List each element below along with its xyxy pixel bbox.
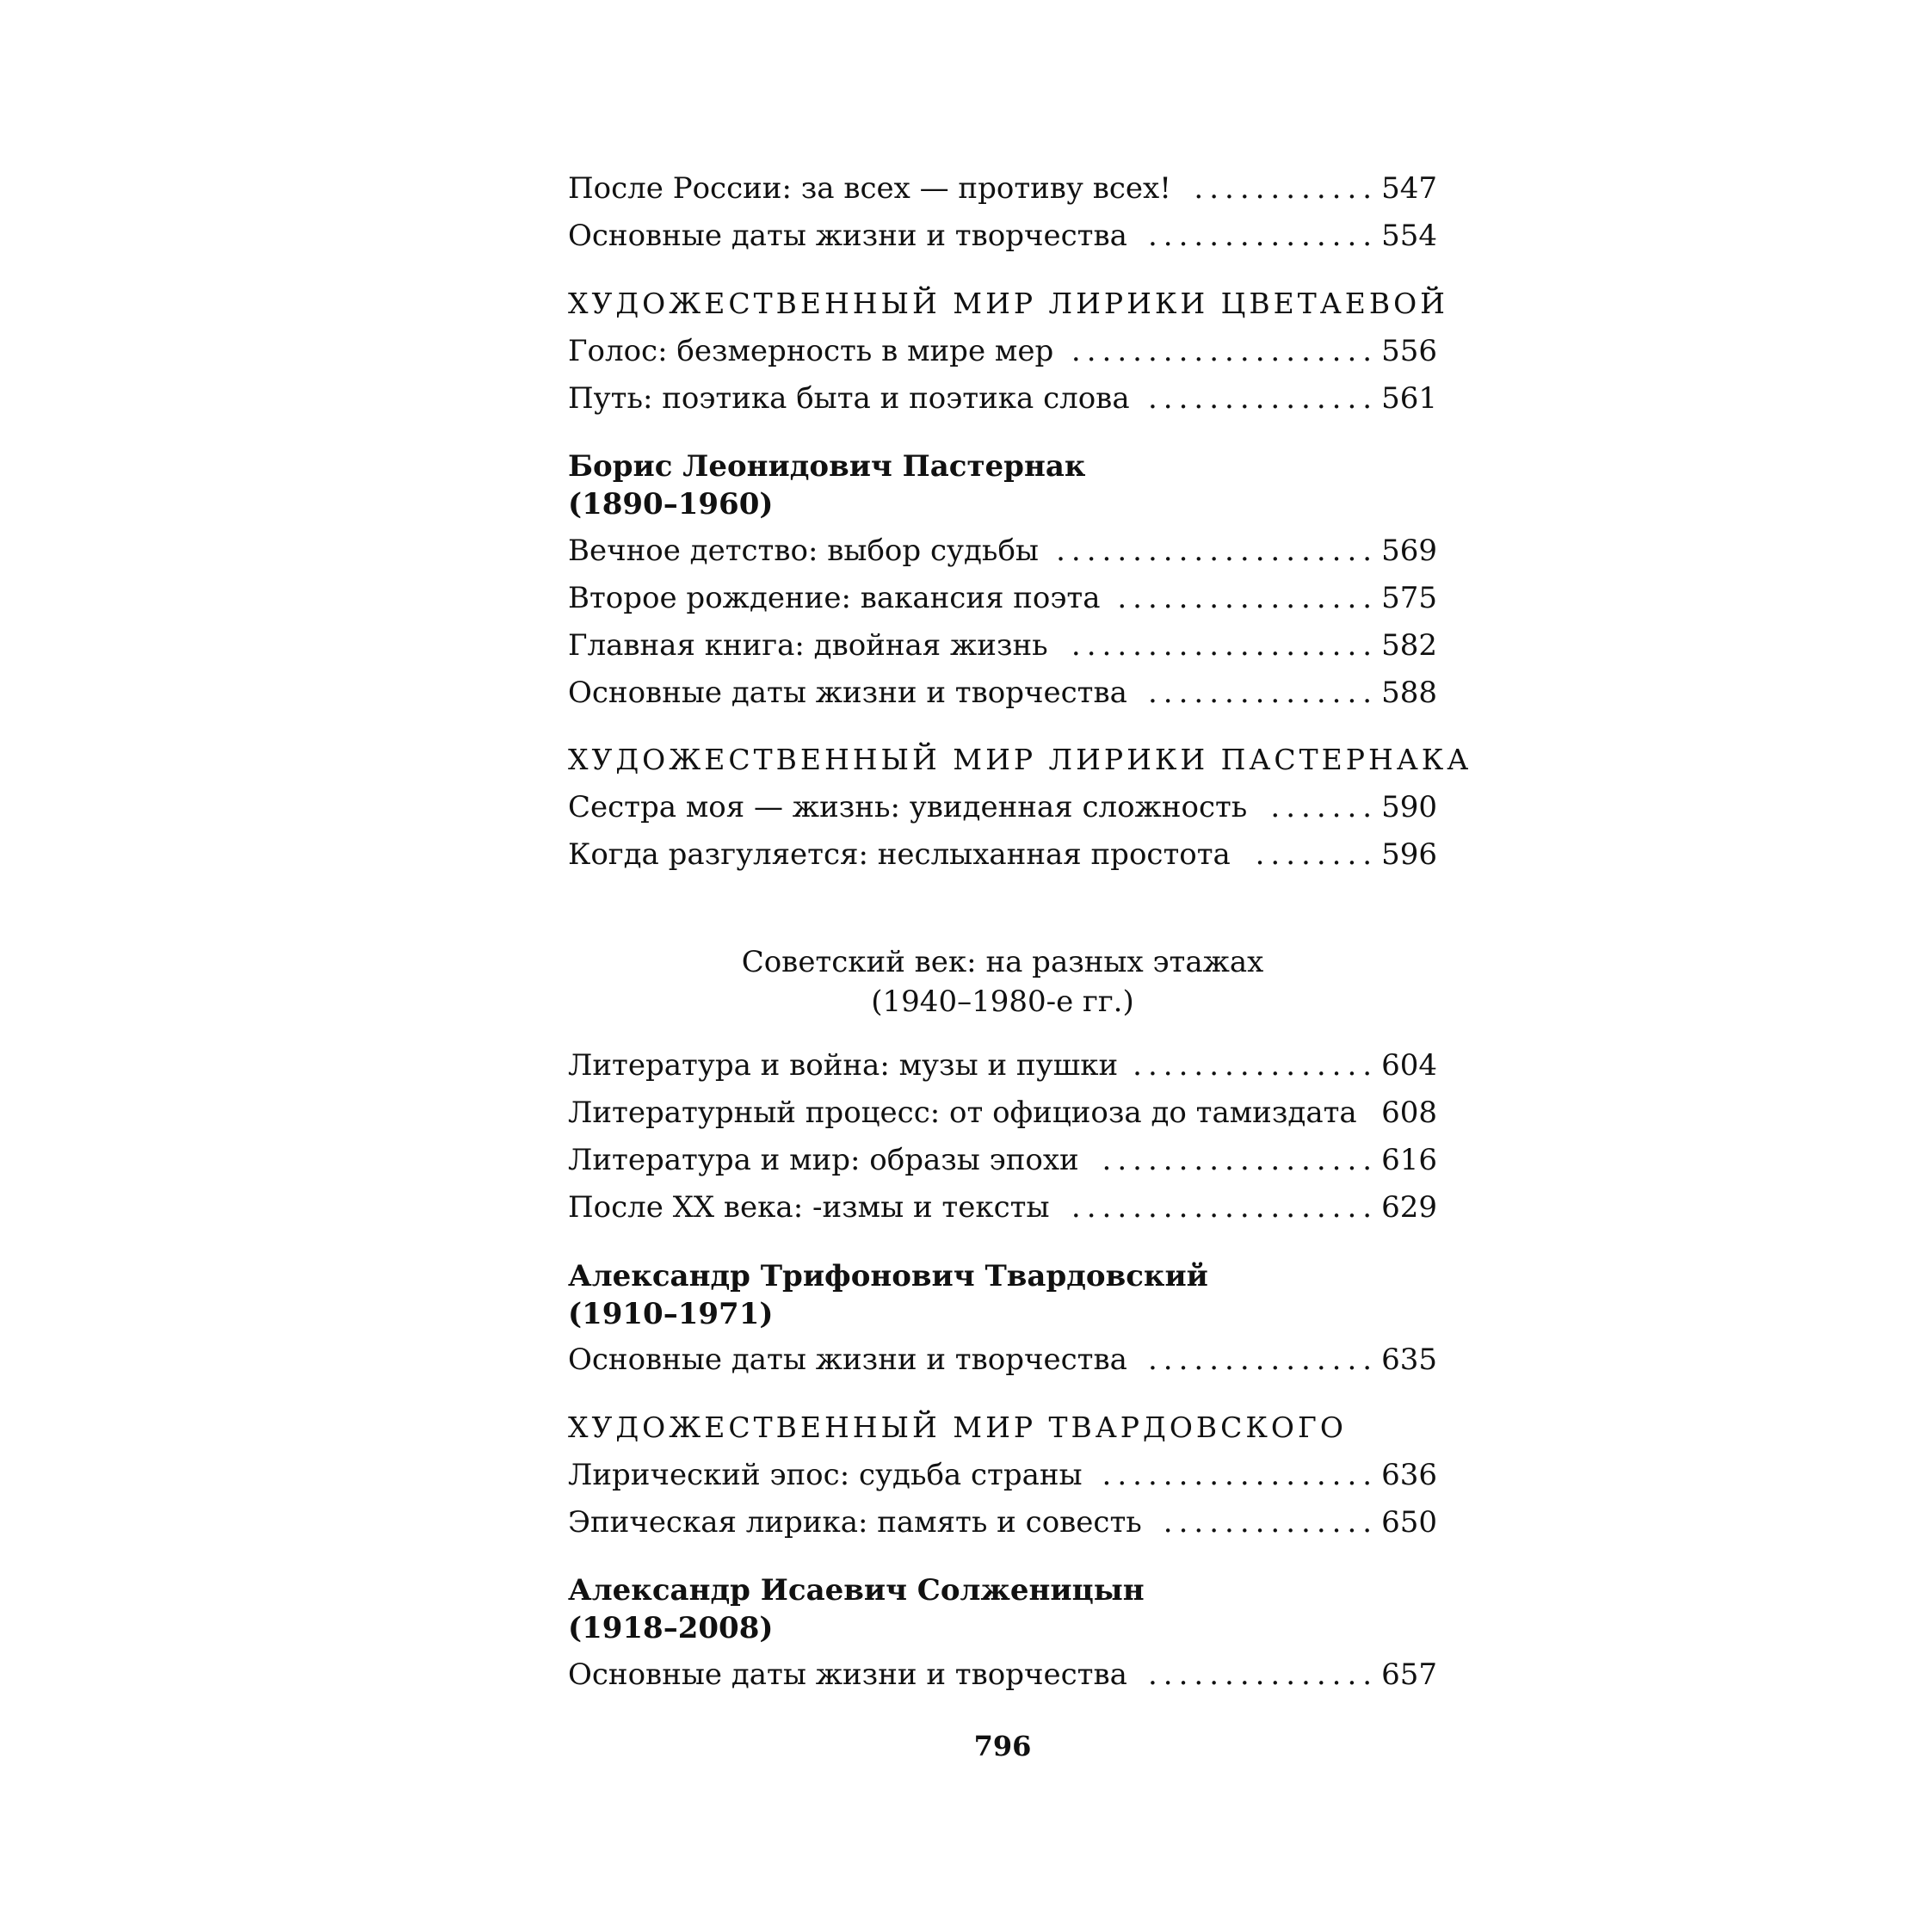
toc-leader-dots bbox=[1096, 1139, 1378, 1181]
toc-entry-title: После XX века: -измы и тексты bbox=[568, 1190, 1050, 1225]
toc-entry-page: 629 bbox=[1381, 1190, 1437, 1225]
author-heading-tvardovsky bbox=[568, 1257, 1437, 1333]
toc-entry bbox=[568, 1045, 1437, 1086]
toc-leader-dots bbox=[1248, 834, 1378, 875]
author-heading-pasternak bbox=[568, 448, 1437, 523]
toc-entry bbox=[568, 834, 1437, 875]
toc-leader-dots bbox=[1067, 1187, 1379, 1228]
toc-leader-dots bbox=[1145, 1654, 1378, 1695]
author-years: (1910–1971) bbox=[568, 1297, 774, 1331]
section-heading-soviet-century bbox=[568, 942, 1437, 1022]
toc-entry-title: Литературный процесс: от официоза до тамиздата bbox=[568, 1096, 1357, 1130]
toc-leader-dots bbox=[1100, 1454, 1378, 1496]
toc-entry-title: Эпическая лирика: память и совесть bbox=[568, 1505, 1142, 1540]
author-heading-solzhenitsyn bbox=[568, 1571, 1437, 1647]
toc-entry bbox=[568, 1654, 1437, 1695]
toc-entry bbox=[568, 1502, 1437, 1543]
toc-entry-title: Основные даты жизни и творчества bbox=[568, 676, 1127, 710]
section-heading-tsvetaeva: ХУДОЖЕСТВЕННЫЙ МИР ЛИРИКИ ЦВЕТАЕВОЙ bbox=[568, 287, 1448, 320]
toc-leader-dots bbox=[1374, 1092, 1378, 1133]
toc-entry-title: Когда разгуляется: неслыханная простота bbox=[568, 837, 1231, 872]
toc-entry bbox=[568, 330, 1437, 372]
table-of-contents bbox=[568, 0, 1472, 1932]
author-name: Борис Леонидович Пастернак bbox=[568, 449, 1086, 484]
toc-entry-page: 636 bbox=[1381, 1458, 1437, 1492]
toc-leader-dots bbox=[1264, 787, 1378, 828]
toc-entry bbox=[568, 1092, 1437, 1133]
toc-entry-title: Главная книга: двойная жизнь bbox=[568, 628, 1048, 663]
section-heading-tvardovsky: ХУДОЖЕСТВЕННЫЙ МИР ТВАРДОВСКОГО bbox=[568, 1410, 1347, 1444]
author-years: (1890–1960) bbox=[568, 487, 774, 522]
toc-entry-title: Литература и мир: образы эпохи bbox=[568, 1143, 1079, 1177]
toc-entry bbox=[568, 672, 1437, 713]
toc-entry-page: 582 bbox=[1381, 628, 1437, 663]
toc-entry bbox=[568, 530, 1437, 571]
toc-entry-title: Литература и война: музы и пушки bbox=[568, 1048, 1119, 1083]
author-name: Александр Исаевич Солженицын bbox=[568, 1573, 1145, 1608]
toc-entry bbox=[568, 1339, 1437, 1380]
toc-entry bbox=[568, 168, 1437, 209]
toc-leader-dots bbox=[1159, 1502, 1378, 1543]
toc-leader-dots bbox=[1188, 168, 1378, 209]
toc-leader-dots bbox=[1145, 672, 1378, 713]
toc-entry-page: 547 bbox=[1381, 171, 1437, 206]
toc-entry-page: 554 bbox=[1381, 219, 1437, 253]
toc-entry bbox=[568, 378, 1437, 419]
toc-entry-page: 608 bbox=[1381, 1096, 1437, 1130]
section-heading-pasternak: ХУДОЖЕСТВЕННЫЙ МИР ЛИРИКИ ПАСТЕРНАКА bbox=[568, 743, 1472, 776]
toc-leader-dots bbox=[1145, 1339, 1378, 1380]
page-number: 796 bbox=[973, 1730, 1032, 1762]
toc-entry bbox=[568, 1454, 1437, 1496]
section-period: (1940–1980-е гг.) bbox=[871, 985, 1134, 1019]
toc-entry bbox=[568, 625, 1437, 666]
toc-entry-title: После России: за всех — противу всех! bbox=[568, 171, 1171, 206]
toc-leader-dots bbox=[1056, 530, 1378, 571]
toc-entry-title: Основные даты жизни и творчества bbox=[568, 1657, 1127, 1692]
toc-leader-dots bbox=[1135, 1045, 1378, 1086]
toc-entry bbox=[568, 577, 1437, 619]
toc-entry-title: Основные даты жизни и творчества bbox=[568, 1343, 1127, 1377]
author-name: Александр Трифонович Твардовский bbox=[568, 1259, 1208, 1293]
toc-leader-dots bbox=[1065, 625, 1378, 666]
toc-entry-title: Путь: поэтика быта и поэтика слова bbox=[568, 381, 1130, 416]
toc-leader-dots bbox=[1147, 378, 1379, 419]
toc-entry-page: 604 bbox=[1381, 1048, 1437, 1083]
toc-entry-title: Вечное детство: выбор судьбы bbox=[568, 534, 1039, 568]
toc-entry-page: 657 bbox=[1381, 1657, 1437, 1692]
toc-entry bbox=[568, 1187, 1437, 1228]
toc-entry-title: Лирический эпос: судьба страны bbox=[568, 1458, 1083, 1492]
toc-entry-page: 588 bbox=[1381, 676, 1437, 710]
toc-entry-page: 596 bbox=[1381, 837, 1437, 872]
toc-leader-dots bbox=[1071, 330, 1378, 372]
toc-entry-page: 561 bbox=[1381, 381, 1437, 416]
toc-leader-dots bbox=[1145, 215, 1378, 256]
toc-entry-page: 616 bbox=[1381, 1143, 1437, 1177]
toc-entry-page: 556 bbox=[1381, 334, 1437, 368]
toc-entry-page: 590 bbox=[1381, 790, 1437, 824]
toc-entry-title: Голос: безмерность в мире мер bbox=[568, 334, 1054, 368]
toc-entry-page: 569 bbox=[1381, 534, 1437, 568]
toc-entry bbox=[568, 787, 1437, 828]
toc-entry-page: 635 bbox=[1381, 1343, 1437, 1377]
toc-entry-title: Сестра моя — жизнь: увиденная сложность bbox=[568, 790, 1248, 824]
author-years: (1918–2008) bbox=[568, 1611, 774, 1645]
toc-entry-title: Второе рождение: вакансия поэта bbox=[568, 581, 1101, 615]
toc-entry-page: 575 bbox=[1381, 581, 1437, 615]
toc-entry-page: 650 bbox=[1381, 1505, 1437, 1540]
toc-entry bbox=[568, 215, 1437, 256]
toc-leader-dots bbox=[1118, 577, 1379, 619]
toc-entry-title: Основные даты жизни и творчества bbox=[568, 219, 1127, 253]
section-title: Советский век: на разных этажах bbox=[741, 945, 1264, 979]
toc-entry bbox=[568, 1139, 1437, 1181]
